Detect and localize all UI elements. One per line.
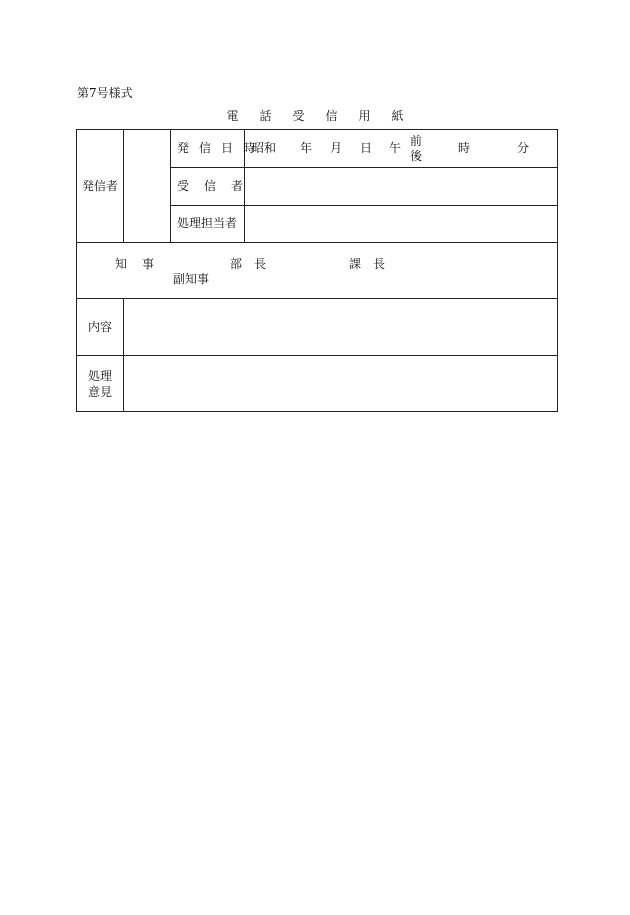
title-char: 話 xyxy=(259,109,272,123)
director-char: 長 xyxy=(254,257,267,271)
governor-char: 事 xyxy=(142,257,155,271)
caller-label: 発信者 xyxy=(82,179,119,193)
row-divider xyxy=(76,355,558,356)
title-char: 紙 xyxy=(391,109,404,123)
receiver-label-char: 信 xyxy=(204,179,217,193)
governor-label xyxy=(115,257,154,271)
governor-char: 知 xyxy=(115,257,128,271)
column-divider xyxy=(170,129,171,242)
column-divider xyxy=(123,298,124,412)
title-char: 用 xyxy=(358,109,371,123)
hour-label: 時 xyxy=(458,141,471,155)
datetime-label xyxy=(177,141,255,155)
section-chief-char: 長 xyxy=(373,257,386,271)
form-number: 第7号様式 xyxy=(77,86,133,100)
title-char: 電 xyxy=(226,109,239,123)
datetime-label-char: 発 xyxy=(177,141,190,155)
pm-label: 後 xyxy=(410,149,423,163)
datetime-label-char: 時 xyxy=(243,141,256,155)
opinion-label-line2: 意見 xyxy=(88,385,113,399)
column-divider xyxy=(123,129,124,242)
year-label: 年 xyxy=(300,141,313,155)
row-divider xyxy=(76,298,558,299)
am-label: 前 xyxy=(410,134,423,148)
minute-label: 分 xyxy=(517,141,530,155)
vice-governor-label: 副知事 xyxy=(173,272,210,286)
month-label: 月 xyxy=(330,141,343,155)
title-char: 信 xyxy=(325,109,338,123)
noon-label: 午 xyxy=(389,141,402,155)
title-char: 受 xyxy=(292,109,305,123)
row-divider xyxy=(170,205,558,206)
receiver-label-char: 受 xyxy=(177,179,190,193)
section-chief-label xyxy=(349,257,385,271)
day-label: 日 xyxy=(360,141,373,155)
receiver-label-char: 者 xyxy=(231,179,244,193)
director-label xyxy=(230,257,266,271)
content-label: 内容 xyxy=(88,320,113,334)
opinion-label-line1: 処理 xyxy=(88,369,113,383)
director-char: 部 xyxy=(230,257,243,271)
row-divider xyxy=(170,167,558,168)
row-divider xyxy=(76,242,558,243)
receiver-label xyxy=(177,179,243,193)
handler-label: 処理担当者 xyxy=(177,216,238,230)
section-chief-char: 課 xyxy=(349,257,362,271)
datetime-label-char: 日 xyxy=(221,141,234,155)
era-label: 昭和 xyxy=(252,141,277,155)
datetime-label-char: 信 xyxy=(199,141,212,155)
